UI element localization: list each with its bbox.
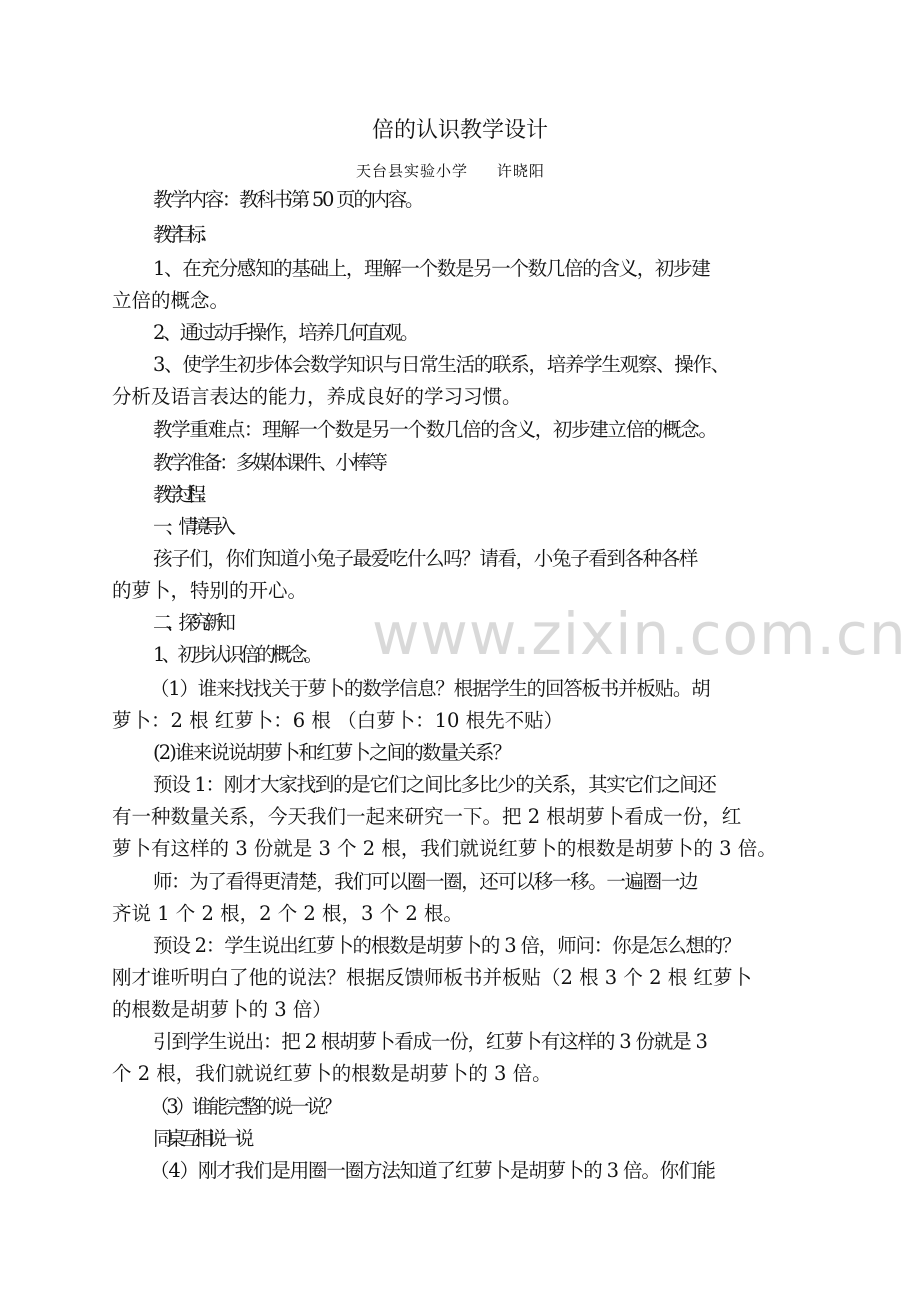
paragraph-line: 立倍的概念。: [112, 289, 230, 312]
paragraph-line: （3）谁能完整的说一说？: [150, 1095, 339, 1118]
paragraph-line: （1）谁来找找关于萝卜的数学信息？根据学生的回答板书并板贴。胡: [150, 677, 710, 700]
paragraph-line: 3、使学生初步体会数学知识与日常生活的联系，培养学生观察、操作、: [153, 353, 729, 376]
doc-title: 倍的认识教学设计: [371, 118, 548, 143]
paragraph-line: 同桌互相说一说: [153, 1127, 249, 1150]
paragraph-line: 有一种数量关系，今天我们一起来研究一下。把 2 根胡萝卜看成一份，红: [112, 805, 742, 828]
paragraph-line: 教学重难点：理解一个数是另一个数几倍的含义，初步建立倍的概念。: [153, 418, 717, 441]
paragraph-line: 刚才谁听明白了他的说法？根据反馈师板书并板贴（2 根 3 个 2 根 红萝卜: [112, 966, 752, 989]
paragraph-line: 的萝卜，特别的开心。: [112, 579, 308, 602]
paragraph-line: 教学准备：多媒体课件、小棒等: [153, 451, 386, 474]
paragraph-line: 预设 1：刚才大家找到的是它们之间比多比少的关系，其实它们之间还: [153, 773, 716, 796]
paragraph-line: （4）刚才我们是用圈一圈方法知道了红萝卜是胡萝卜的 3 倍。你们能: [150, 1159, 715, 1182]
paragraph-line: 萝卜有这样的 3 份就是 3 个 2 根，我们就说红萝卜的根数是胡萝卜的 3 倍。: [112, 837, 777, 860]
paragraph-line: 孩子们，你们知道小兔子最爱吃什么吗？请看，小兔子看到各种各样: [153, 547, 698, 570]
watermark: www.zixin.com.cn: [372, 600, 907, 668]
paragraph-line: 个 2 根，我们就说红萝卜的根数是胡萝卜的 3 倍。: [112, 1062, 552, 1085]
doc-subtitle: 天台县实验小学 许晓阳: [356, 162, 545, 180]
paragraph-line: 1、在充分感知的基础上，理解一个数是另一个数几倍的含义，初步建: [153, 257, 710, 280]
paragraph-line: 1、初步认识倍的概念。: [153, 643, 320, 666]
paragraph-line: 预设 2：学生说出红萝卜的根数是胡萝卜的 3 倍，师问：你是怎么想的？: [153, 934, 741, 957]
paragraph-line: 齐说 1 个 2 根，2 个 2 根，3 个 2 根。: [112, 902, 463, 925]
paragraph-line: (2)谁来说说胡萝卜和红萝卜之间的数量关系？: [153, 741, 511, 764]
paragraph-line: 分析及语言表达的能力，养成良好的学习习惯。: [112, 385, 522, 408]
section-heading: 一、情境导入: [153, 515, 230, 538]
paragraph-line: 教学目标：: [153, 223, 210, 246]
paragraph-line: 教学过程：: [153, 483, 210, 506]
paragraph-line: 教学内容：教科书第 50 页的内容。: [153, 188, 423, 211]
paragraph-line: 引到学生说出：把 2 根胡萝卜看成一份，红萝卜有这样的 3 份就是 3: [153, 1030, 707, 1053]
paragraph-line: 的根数是胡萝卜的 3 倍）: [112, 998, 332, 1021]
paragraph-line: 萝卜：2 根 红萝卜：6 根 （白萝卜：10 根先不贴）: [112, 709, 564, 732]
section-heading: 二、探究新知: [153, 611, 230, 634]
paragraph-line: 师：为了看得更清楚，我们可以圈一圈，还可以移一移。一遍圈一边: [153, 870, 698, 893]
paragraph-line: 2、通过动手操作，培养几何直观。: [153, 321, 417, 344]
